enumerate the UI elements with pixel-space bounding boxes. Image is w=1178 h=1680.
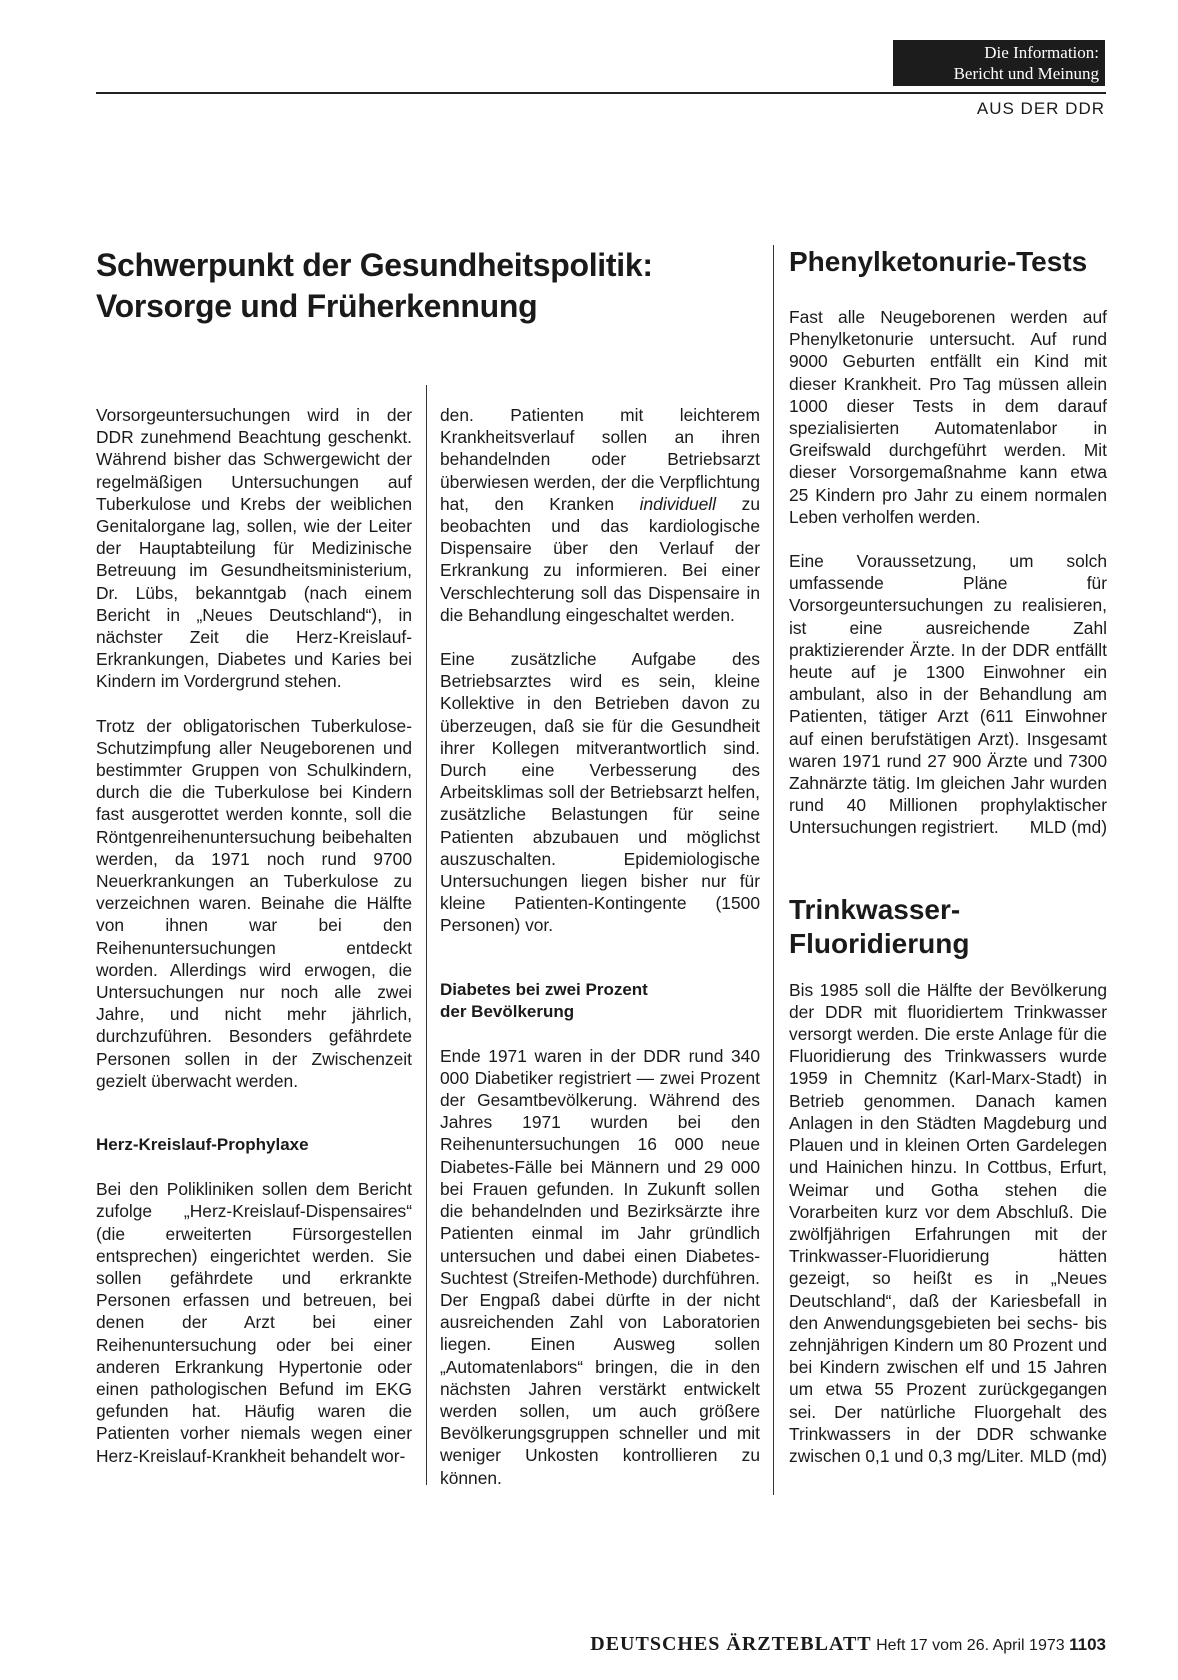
- sidebar-headline-phenylketonurie: Phenylketonurie-Tests: [789, 246, 1088, 277]
- issue-info: Heft 17 vom 26. April 1973: [876, 1637, 1065, 1654]
- page-number: 1103: [1069, 1635, 1106, 1654]
- article-headline: [96, 245, 746, 327]
- top-rule: [96, 92, 1106, 94]
- paragraph: Trotz der obligatorischen Tuberkulose-Schutzimpfung aller Neugeborenen und bestimmter Gruppen von Schulkindern, durch die die Tuberkulose bei Kindern fast ausgerottet werden konnte, soll die Röntgenreihenuntersuchung beibehalten werden, da 1971 noch rund 9700 Neuerkrankungen an Tuberkulose zu verzeichnen waren. Beinahe die Hälfte von ihnen war bei den Reihenuntersuchungen entdeckt worden. Allerdings wird erwogen, die Untersuchungen nur noch alle zwei Jahre, und nicht mehr jährlich, durchzuführen. Besonders gefährdete Personen sollen in der Zwischenzeit gezielt überwacht werden.: [96, 715, 412, 1091]
- author-signature: MLD (md): [1029, 817, 1107, 838]
- section-label-box: [893, 40, 1105, 86]
- sidebar-headline-trinkwasser: Trinkwasser- Fluoridierung: [789, 893, 970, 959]
- paragraph: Bis 1985 soll die Hälfte der Bevölkerung der DDR mit fluoridiertem Trinkwasser versorgt werden. Die erste Anlage für die Fluoridierung des Trinkwassers wurde 1959 in Chemnitz (Karl-Marx-Stadt) in Betrieb genommen. Danach kamen Anlagen in den Städten Magdeburg und Plauen und in kleinen Orten Gardelegen und Hainichen hinzu. In Cottbus, Erfurt, Weimar und Gotha stehen die Vorarbeiten kurz vor dem Abschluß. Die zwölfjährigen Erfahrungen mit der Trinkwasser-Fluoridierung hätten gezeigt, so heißt es in „Neues Deutschland“, daß der Kariesbefall in den Anwendungsgebieten bei sechs- bis zehnjährigen Kindern um 80 Prozent und bei Kindern zwischen elf und 15 Jahren um etwa 55 Prozent zurückgegangen sei. Der natürliche Fluorgehalt des Trinkwassers in der DDR schwanke zwischen 0,1 und 0,3 mg/Liter. MLD (md): [789, 979, 1107, 1466]
- subheading-herz-kreislauf: Herz-Kreislauf-Prophylaxe: [96, 1135, 309, 1155]
- paragraph: den. Patienten mit leichterem Krankheitsverlauf sollen an ihren behandelnden oder Betriebsarzt überwiesen werden, der die Verpflichtung hat, den Kranken individuell zu beobachten und das kardiologische Dispensaire über den Verlauf der Erkrankung zu informieren. Bei einer Verschlechterung soll das Dispensaire in die Behandlung eingeschaltet werden.: [440, 405, 760, 625]
- paragraph: Bei den Polikliniken sollen dem Bericht zufolge „Herz-Kreislauf-Dispensaires“ (die erweiterten Fürsorgestellen entsprechen) eingerichtet werden. Sie sollen gefährdete und erkrankte Personen erfassen und betreuen, bei denen der Arzt bei einer Reihenuntersuchung oder bei einer anderen Erkrankung Hypertonie oder einen pathologischen Befund im EKG gefunden hat. Häufig waren die Patienten vorher niemals wegen einer Herz-Kreislauf-Krankheit behandelt wor-: [96, 1179, 412, 1466]
- headline-line1: Schwerpunkt der Gesundheitspolitik:: [96, 247, 653, 283]
- paragraph: Ende 1971 waren in der DDR rund 340 000 Diabetiker registriert — zwei Prozent der Gesamtbevölkerung. Während des Jahres 1971 wurden bei den Reihenuntersuchungen 16 000 neue Diabetes-Fälle bei Männern und 29 000 bei Frauen gefunden. In Zukunft sollen die behandelnden und Bezirksärzte ihre Patienten einmal im Jahr gründlich untersuchen und dabei einen Diabetes-Suchtest (Streifen-Methode) durchführen. Der Engpaß dabei dürfte in der nicht ausreichenden Zahl von Laboratorien liegen. Einen Ausweg sollen „Automatenlabors“ bringen, die in den nächsten Jahren verstärkt entwickelt werden sollen, um auch größere Bevölkerungsgruppen schneller und mit weniger Unkosten kontrollieren zu können.: [440, 1045, 760, 1488]
- magazine-name: DEUTSCHES ÄRZTEBLATT: [590, 1633, 872, 1655]
- paragraph: Eine Voraussetzung, um solch umfassende Pläne für Vorsorgeuntersuchungen zu realisieren, ist eine ausreichende Zahl praktizierender Ärzte. In der DDR entfällt heute auf je 1300 Einwohner ein ambulant, also in der Behandlung am Patienten, tätiger Arzt (611 Einwohner auf einen berufstätigen Arzt). Insgesamt waren 1971 rund 27 900 Ärzte und 7300 Zahnärzte tätig. Im gleichen Jahr wurden rund 40 Millionen prophylaktischer Untersuchungen registriert. MLD (md): [789, 551, 1107, 838]
- page-footer: [590, 1633, 1106, 1656]
- section-title: AUS DER DDR: [976, 99, 1105, 118]
- column-divider: [426, 385, 427, 1485]
- paragraph: Vorsorgeuntersuchungen wird in der DDR zunehmend Beachtung geschenkt. Während bisher das Schwergewicht der regelmäßigen Untersuchungen auf Tuberkulose und Krebs der weiblichen Genitalorgane lag, sollen, wie der Leiter der Hauptabteilung für Medizinische Betreuung im Gesundheitsministerium, Dr. Lübs, bekanntgab (nach einem Bericht in „Neues Deutschland“), in nächster Zeit die Herz-Kreislauf-Erkrankungen, Diabetes und Karies bei Kindern im Vordergrund stehen.: [96, 405, 412, 692]
- section-label-line1: Die Information:: [984, 43, 1099, 62]
- paragraph: Fast alle Neugeborenen werden auf Phenylketonurie untersucht. Auf rund 9000 Geburten entfällt ein Kind mit dieser Krankheit. Pro Tag müssen allein 1000 dieser Tests in dem darauf spezialisierten Automatenlabor in Greifswald durchgeführt werden. Mit dieser Vorsorgemaßnahme kann etwa 25 Kindern pro Jahr zu einem normalen Leben verholfen werden.: [789, 307, 1107, 527]
- main-column-2: [440, 404, 760, 1511]
- headline-line2: Vorsorge und Früherkennung: [96, 288, 538, 324]
- emphasis-text: individuell: [639, 493, 717, 514]
- paragraph: Eine zusätzliche Aufgabe des Betriebsarztes wird es sein, kleine Kollektive in den Betrieben davon zu überzeugen, daß sie für die Gesundheit ihrer Kollegen mitverantwortlich sind. Durch eine Verbesserung des Arbeitsklimas soll der Betriebsarzt helfen, zusätzliche Belastungen für seine Patienten abzubauen und möglichst auszuschalten. Epidemiologische Untersuchungen liegen bisher nur für kleine Patienten-Kontingente (1500 Personen) vor.: [440, 649, 760, 936]
- main-column-1: [96, 404, 412, 1489]
- sidebar-column: [789, 246, 1107, 1489]
- sidebar-divider: [773, 245, 774, 1495]
- section-label-line2: Bericht und Meinung: [953, 64, 1099, 83]
- subheading-diabetes: Diabetes bei zwei Prozent der Bevölkerung: [440, 979, 648, 1021]
- author-signature: MLD (md): [1029, 1445, 1107, 1466]
